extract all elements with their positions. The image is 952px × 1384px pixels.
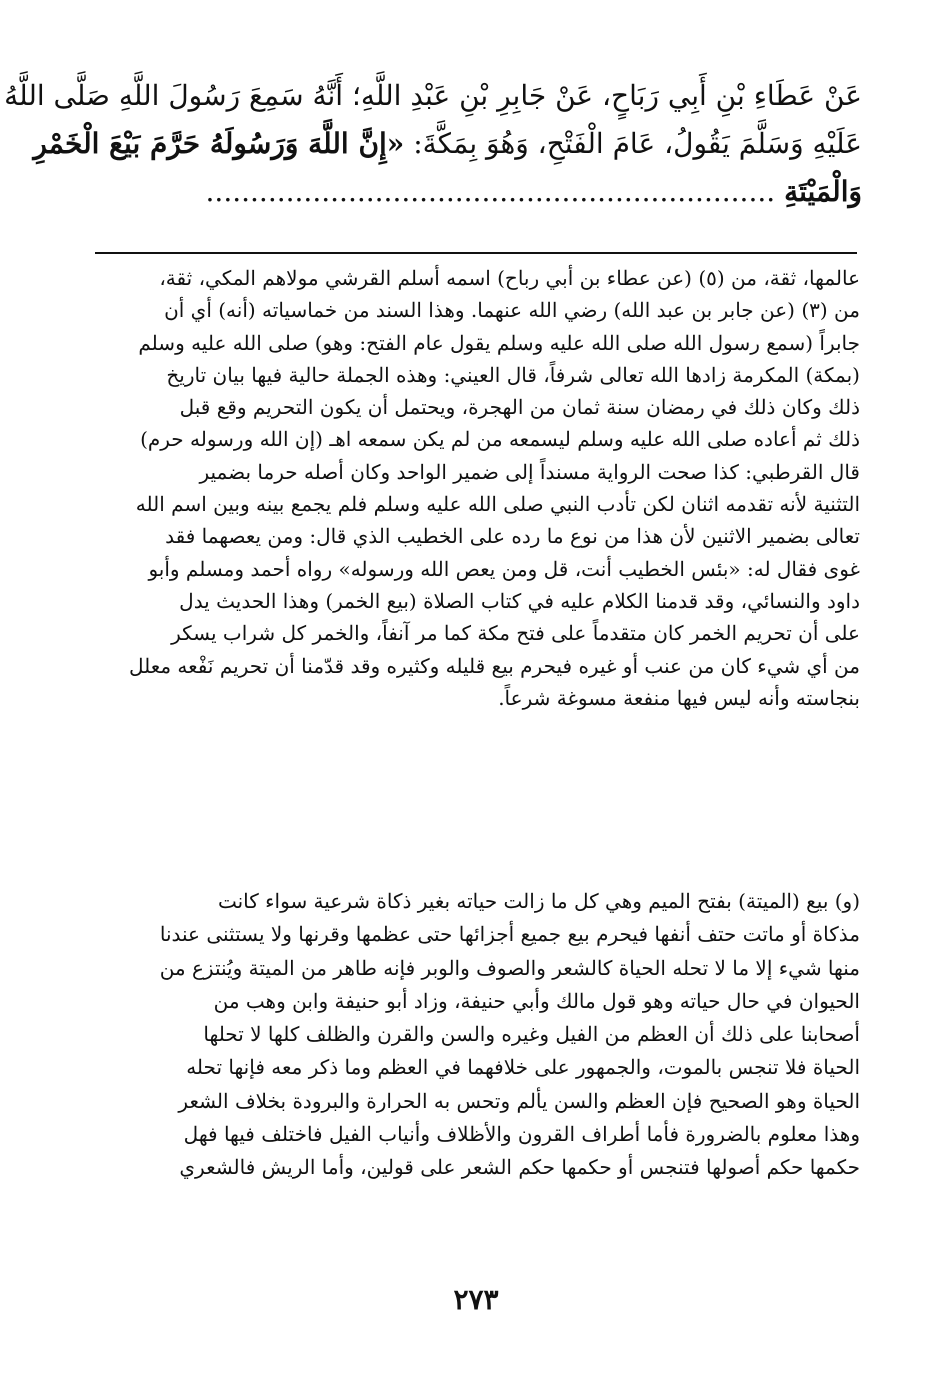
commentary-line-4: (بمكة) المكرمة زادها الله تعالى شرفاً، قال العيني: وهذه الجملة حالية فيها بيان تاريخ: [166, 362, 860, 387]
paragraph2-line-8: وهذا معلوم بالضرورة فأما أطراف القرون والأظلاف وأنياب الفيل فاختلف فيها فهل: [183, 1122, 860, 1147]
hadith-line-3-text: وَالْمَيْتَةِ: [784, 175, 862, 208]
paragraph2-line-1: (و) بيع (الميتة) بفتح الميم وهي كل ما زالت حياته بغير ذكاة شرعية سواء كانت: [217, 889, 860, 913]
commentary-line-1: عالمها، ثقة، من (٥) (عن عطاء بن أبي رباح) اسمه أسلم القرشي مولاهم المكي، ثقة،: [159, 266, 860, 290]
hadith-line-2: [33, 120, 862, 168]
paragraph2-line-5: أصحابنا على ذلك أن العظم من الفيل وغيره والسن والقرن والظلف كلها لا تحلها: [203, 1022, 860, 1047]
commentary-line-10: غوى فقال له: «بئس الخطيب أنت، قل ومن يعص الله ورسوله» رواه أحمد ومسلم وأبو: [148, 556, 860, 581]
commentary-line-8: التثنية لأنه تقدمه اثنان لكن تأدب النبي صلى الله عليه وسلم فلم يجمع بينه وبين اسم الله: [135, 492, 860, 517]
commentary-line-13: من أي شيء كان من عنب أو غيره فيحرم بيع قليله وكثيره وقد قدّمنا أن تحريم نَفْعه معلل: [128, 653, 860, 678]
paragraph2-line-6: الحياة فلا تنجس بالموت، والجمهور على خلافهما في العظم وما ذكر معه فإنها تحله: [186, 1055, 860, 1080]
hadith-ellipsis: ................................................................: [205, 175, 776, 208]
commentary-line-3: جابراً (سمع رسول الله صلى الله عليه وسلم يقول عام الفتح: وهو) صلى الله عليه وسلم: [138, 330, 860, 355]
commentary-line-7: قال القرطبي: كذا صحت الرواية مسنداً إلى ضمير الواحد وكان أصله حرما بضمير: [199, 459, 860, 484]
commentary-line-14: بنجاسته وأنه ليس فيها منفعة مسوغة شرعاً.: [498, 685, 860, 710]
paragraph2-line-3: منها شيء إلا ما لا تحله الحياة كالشعر والصوف والوبر فإنه طاهر من الميتة ويُنتزع من: [159, 955, 860, 980]
commentary-line-6: ذلك ثم أعاده صلى الله عليه وسلم ليسمعه من لم يكن سمعه اهـ (إن الله ورسوله حرم): [140, 427, 860, 452]
footnote-divider: [95, 252, 857, 254]
commentary-line-9: تعالى بضمير الاثنين لأن هذا من نوع ما رده على الخطيب الذي قال: ومن يعصهما فقد: [165, 524, 860, 549]
hadith-line-2-text: عَلَيْهِ وَسَلَّمَ يَقُولُ، عَامَ الْفَتْحِ، وَهُوَ بِمَكَّةَ:: [413, 127, 862, 160]
paragraph2-line-2: مذكاة أو ماتت حتف أنفها فيحرم بيع جميع أجزائها حتى عظمها وقرنها ولا يستثنى عندنا: [159, 922, 860, 947]
page-number: ٢٧٣: [453, 1283, 499, 1316]
paragraph2-line-4: الحيوان في حال حياته وهو قول مالك وأبي حنيفة، وزاد أبو حنيفة وابن وهب من: [213, 988, 860, 1013]
hadith-line-3: [90, 168, 862, 216]
hadith-line-1: عَنْ عَطَاءِ بْنِ أَبِي رَبَاحٍ، عَنْ جَابِرِ بْنِ عَبْدِ اللَّهِ؛ أَنَّهُ سَمِعَ رَسُولَ اللَّهِ صَلَّى اللَّهُ: [4, 79, 862, 112]
paragraph2-line-9: حكمها حكم أصولها فتنجس أو حكمها حكم الشعر على قولين، وأما الريش فالشعري: [179, 1155, 860, 1180]
hadith-text: [4, 72, 862, 216]
commentary-paragraph: [92, 262, 860, 714]
commentary-line-12: على أن تحريم الخمر كان متقدماً على فتح مكة كما مر آنفاً، والخمر كل شراب يسكر: [171, 621, 860, 646]
paragraph2-line-7: الحياة وهو الصحيح فإن العظم والسن يألم وتحس به الحرارة والبرودة بخلاف الشعر: [178, 1088, 860, 1113]
hadith-quote: «إِنَّ اللَّهَ وَرَسُولَهُ حَرَّمَ بَيْعَ الْخَمْرِ: [33, 127, 405, 160]
commentary-line-5: ذلك وكان ذلك في رمضان سنة ثمان من الهجرة، ويحتمل أن يكون التحريم وقع قبل: [179, 395, 860, 420]
second-paragraph: [92, 885, 860, 1185]
commentary-line-2: من (٣) (عن جابر بن عبد الله) رضي الله عنهما. وهذا السند من خماسياته (أنه) أي أن: [164, 298, 860, 323]
commentary-line-11: داود والنسائي، وقد قدمنا الكلام عليه في كتاب الصلاة (بيع الخمر) وهذا الحديث يدل: [179, 588, 860, 613]
